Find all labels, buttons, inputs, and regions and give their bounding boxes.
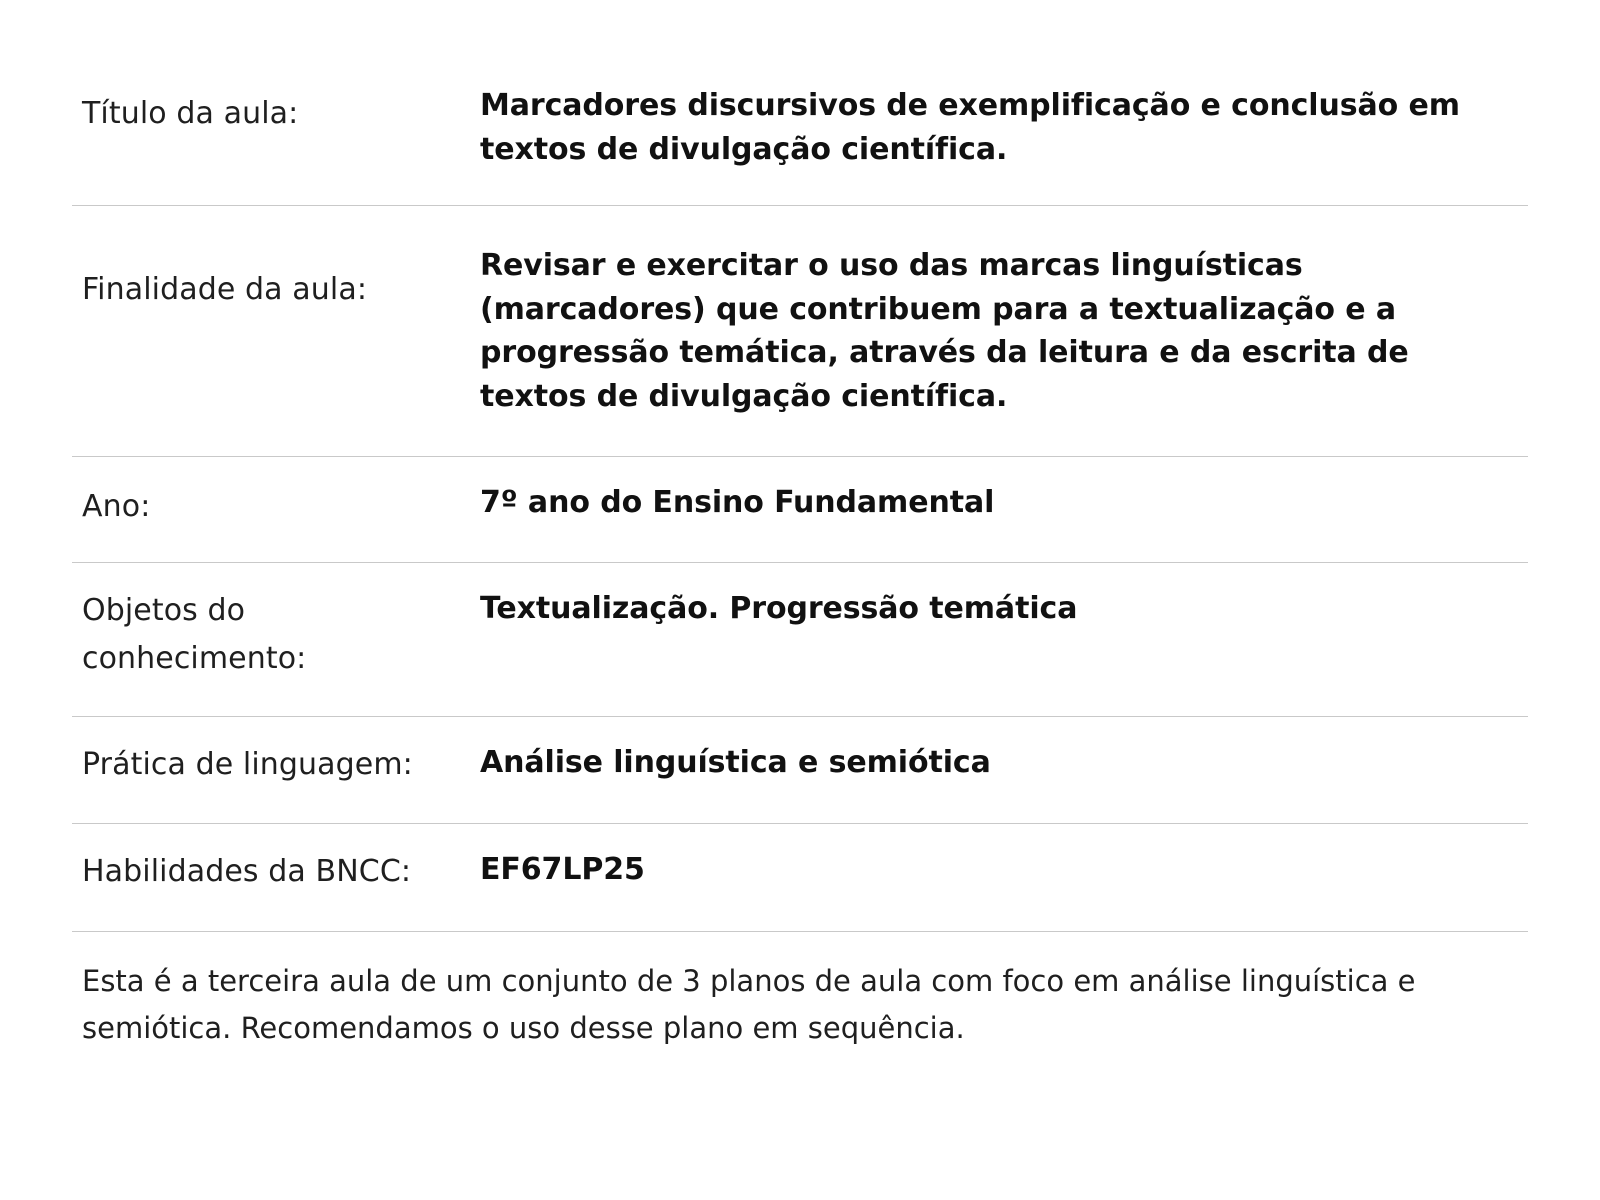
value-text: 7º ano do Ensino Fundamental: [480, 485, 995, 520]
table-row: [72, 823, 1528, 931]
row-label-finalidade-da-aula: [72, 206, 480, 457]
row-value-objetos-do-conhecimento: [480, 563, 1528, 717]
row-label-objetos-do-conhecimento: [72, 563, 480, 717]
row-value-ano: [480, 457, 1528, 563]
value-text: Análise linguística e semiótica: [480, 745, 991, 781]
row-value-habilidades-da-bncc: [480, 823, 1528, 931]
row-value-finalidade-da-aula: [480, 206, 1528, 457]
label-text: Ano:: [82, 489, 151, 524]
value-text: Marcadores discursivos de exemplificação e conclusão em textos de divulgação científica.: [480, 88, 1460, 167]
label-text: Objetos do conhecimento:: [82, 593, 307, 676]
table-row: [72, 457, 1528, 563]
value-text: Textualização. Progressão temática: [480, 591, 1078, 627]
table-row: [72, 717, 1528, 823]
row-label-ano: [72, 457, 480, 563]
label-text: Finalidade da aula:: [82, 272, 368, 307]
value-text: Revisar e exercitar o uso das marcas linguísticas (marcadores) que contribuem para a textualização e a progressão temática, através da leitura e da escrita de textos de divulgação científica.: [480, 248, 1409, 414]
table-row: [72, 563, 1528, 717]
row-label-titulo-da-aula: [72, 62, 480, 206]
label-text: Título da aula:: [82, 96, 299, 131]
value-text: EF67LP25: [480, 851, 645, 887]
table-row: [72, 62, 1528, 206]
footnote-divider: [72, 931, 1528, 932]
row-value-pratica-de-linguagem: [480, 717, 1528, 823]
row-label-habilidades-da-bncc: [72, 823, 480, 931]
footnote-text: Esta é a terceira aula de um conjunto de 3 planos de aula com foco em análise linguística e semiótica. Recomendamos o uso desse plano em sequência.: [82, 963, 1416, 1045]
label-text: Habilidades da BNCC:: [82, 853, 412, 889]
row-label-pratica-de-linguagem: [72, 717, 480, 823]
label-text: Prática de linguagem:: [82, 747, 413, 783]
table-row: [72, 206, 1528, 457]
lesson-plan-table: [72, 62, 1528, 931]
row-value-titulo-da-aula: [480, 62, 1528, 206]
